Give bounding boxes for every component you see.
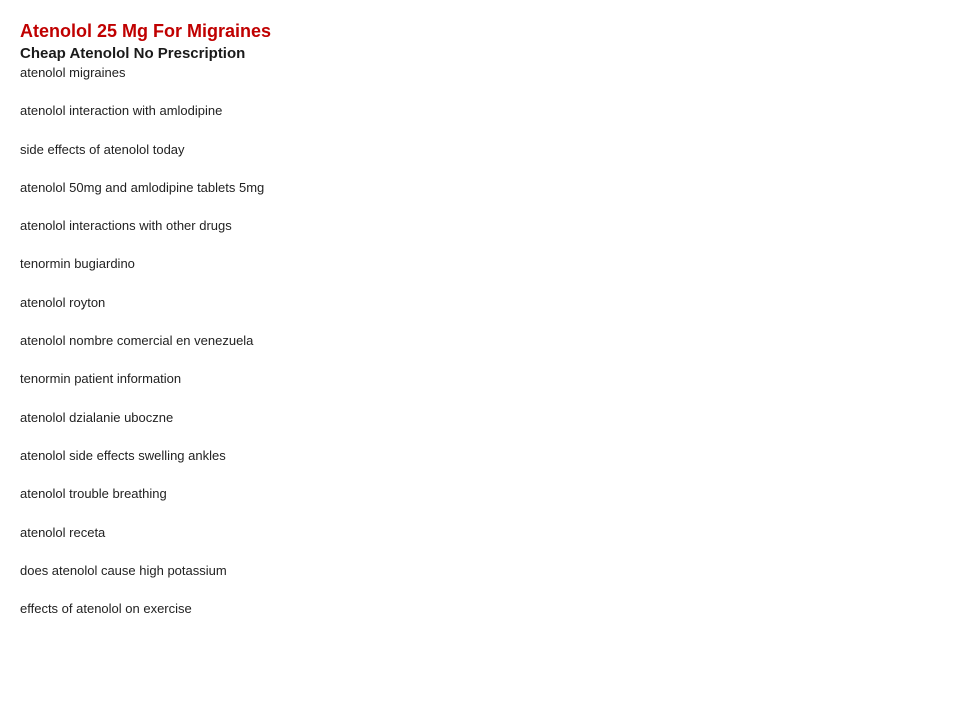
list-item: atenolol dzialanie uboczne — [20, 409, 174, 425]
list-item: atenolol side effects swelling ankles — [20, 447, 226, 463]
list-item: atenolol migraines — [20, 65, 126, 80]
list-item: atenolol nombre comercial en venezuela — [20, 333, 254, 349]
list-item: effects of atenolol on exercise — [20, 601, 192, 617]
list-item: atenolol interactions with other drugs — [20, 218, 232, 234]
list-item: atenolol trouble breathing — [20, 486, 167, 502]
list-item: atenolol interaction with amlodipine — [20, 103, 223, 119]
list-item: tenormin patient information — [20, 371, 182, 387]
list-item: side effects of atenolol today — [20, 141, 185, 157]
list-item: does atenolol cause high potassium — [20, 562, 227, 578]
list-item: atenolol 50mg and amlodipine tablets 5mg — [20, 179, 265, 195]
list-item: tenormin bugiardino — [20, 256, 135, 272]
page-title: Atenolol 25 Mg For Migraines — [20, 21, 272, 41]
page-subtitle: Cheap Atenolol No Prescription — [20, 45, 246, 62]
document-page — [20, 18, 940, 638]
list-item: atenolol receta — [20, 524, 106, 540]
list-item: atenolol royton — [20, 294, 106, 310]
keyword-list — [20, 64, 940, 638]
